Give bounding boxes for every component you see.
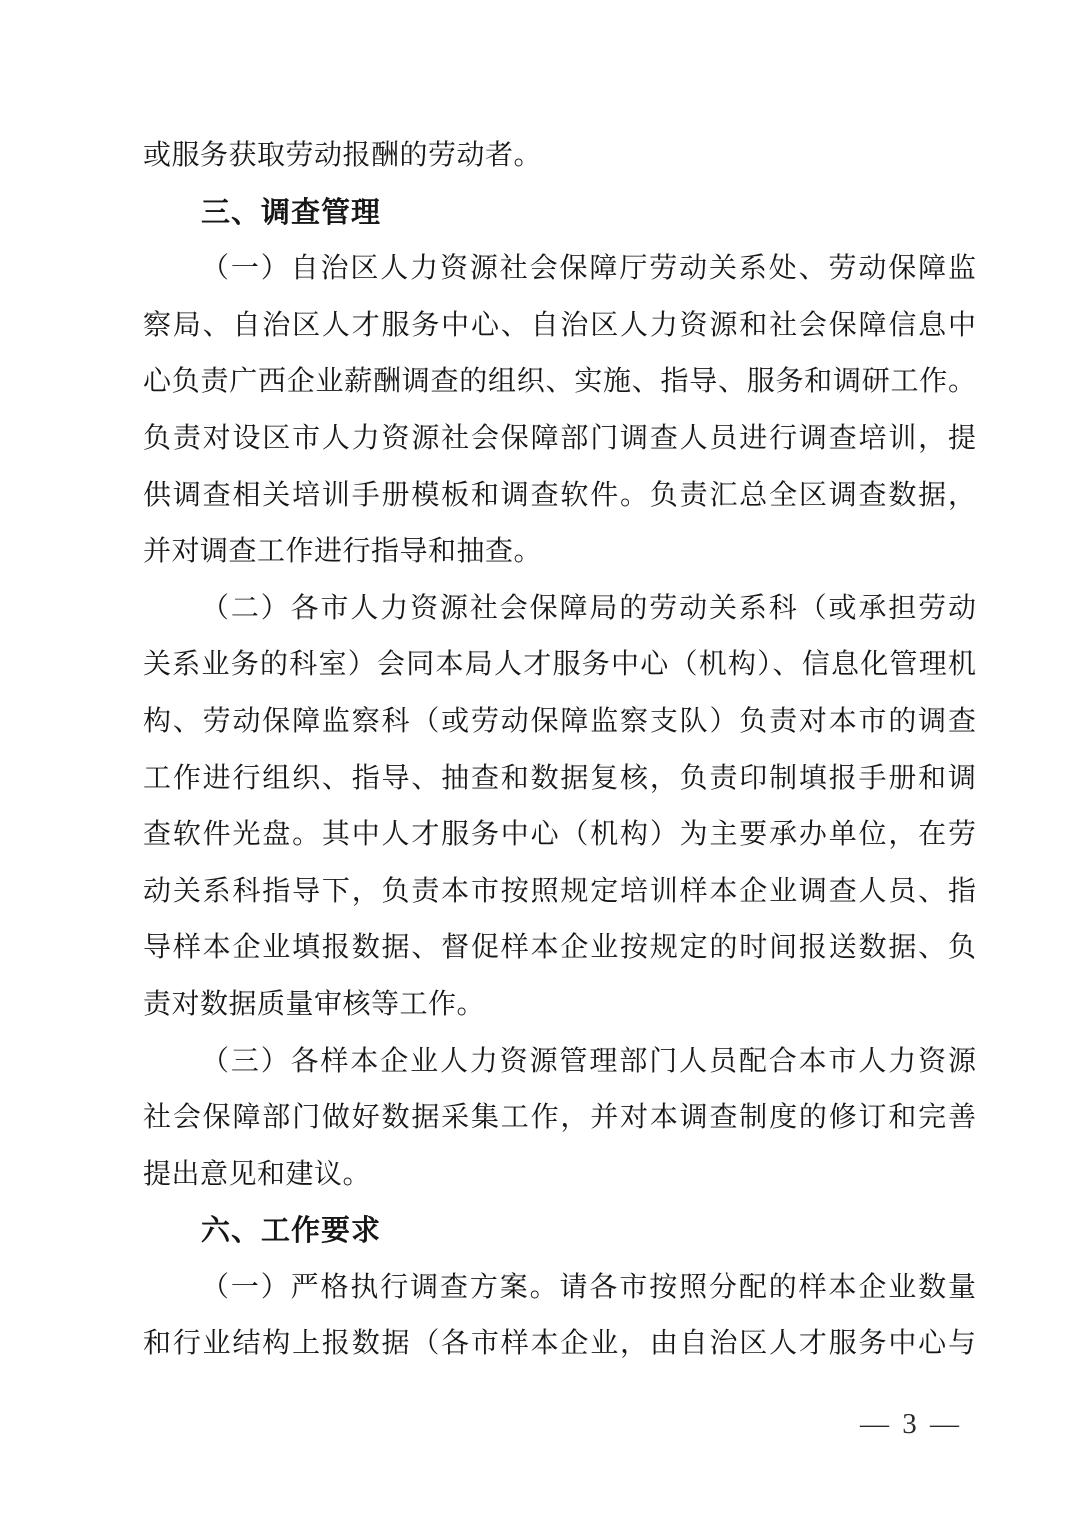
text-line: 心负责广西企业薪酬调查的组织、实施、指导、服务和调研工作。 <box>143 366 976 398</box>
text-line: 导样本企业填报数据、督促样本企业按规定的时间报送数据、负 <box>143 932 976 964</box>
text-line: 或服务获取劳动报酬的劳动者。 <box>143 140 543 171</box>
section-heading: 三、调查管理 <box>201 196 382 229</box>
text-line: （二）各市人力资源社会保障局的劳动关系科（或承担劳动 <box>201 592 976 624</box>
text-line: 查软件光盘。其中人才服务中心（机构）为主要承办单位，在劳 <box>143 819 976 851</box>
text-line: 和行业结构上报数据（各市样本企业，由自治区人才服务中心与 <box>143 1328 976 1360</box>
text-line: 提出意见和建议。 <box>143 1158 372 1190</box>
text-line: 关系业务的科室）会同本局人才服务中心（机构）、信息化管理机 <box>143 649 976 681</box>
text-line: 察局、自治区人才服务中心、自治区人力资源和社会保障信息中 <box>143 309 976 341</box>
text-line: 社会保障部门做好数据采集工作，并对本调查制度的修订和完善 <box>143 1102 976 1134</box>
section-heading: 六、工作要求 <box>201 1215 382 1248</box>
text-line: 动关系科指导下，负责本市按照规定培训样本企业调查人员、指 <box>143 875 976 907</box>
text-line: （一）严格执行调查方案。请各市按照分配的样本企业数量 <box>201 1271 976 1303</box>
text-line: 构、劳动保障监察科（或劳动保障监察支队）负责对本市的调查 <box>143 705 976 737</box>
document-body <box>143 128 976 1373</box>
text-line: （三）各样本企业人力资源管理部门人员配合本市人力资源 <box>201 1045 976 1077</box>
text-line: 工作进行组织、指导、抽查和数据复核，负责印制填报手册和调 <box>143 762 976 794</box>
text-line: 责对数据质量审核等工作。 <box>143 988 486 1020</box>
page-number: — 3 — <box>860 1408 962 1440</box>
text-line: 供调查相关培训手册模板和调查软件。负责汇总全区调查数据， <box>143 479 976 511</box>
text-line: 并对调查工作进行指导和抽查。 <box>143 536 543 568</box>
text-line: 负责对设区市人力资源社会保障部门调查人员进行调查培训，提 <box>143 422 976 454</box>
text-line: （一）自治区人力资源社会保障厅劳动关系处、劳动保障监 <box>201 253 976 285</box>
